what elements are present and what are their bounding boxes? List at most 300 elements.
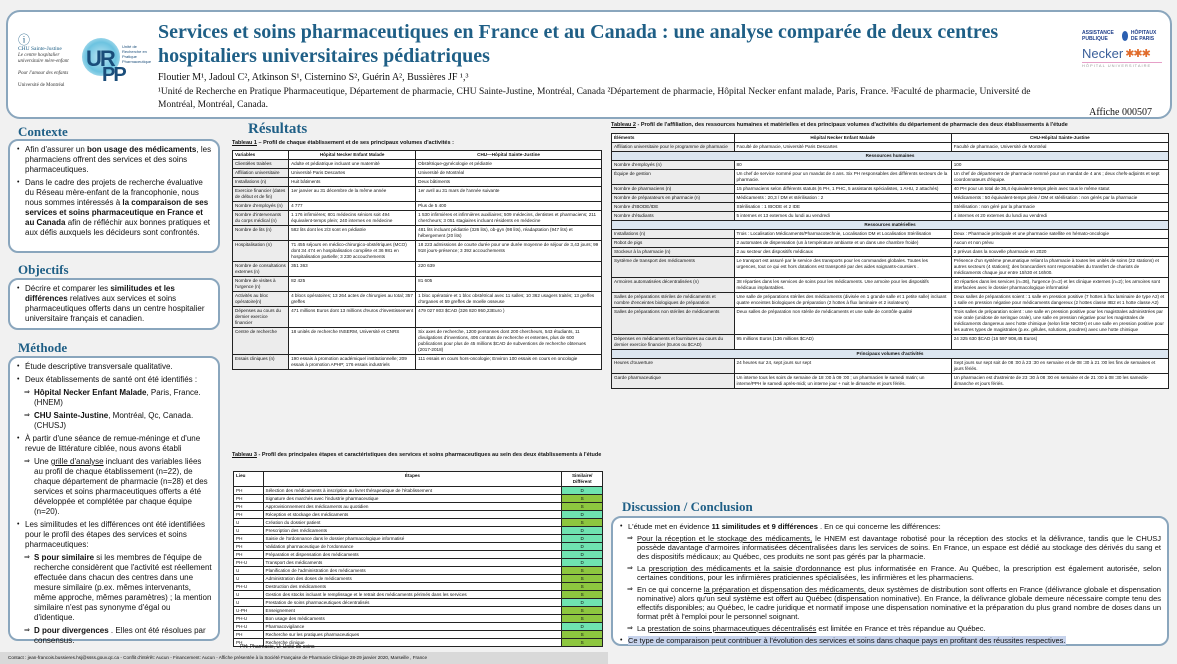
etape-cell: Création du dossier patient — [263, 519, 562, 527]
table-row — [612, 257, 1169, 278]
table-row — [612, 308, 1169, 335]
sub-list-item — [16, 626, 212, 646]
table-cell: 1 bloc opératoire et 1 bloc obstétrical avec 11 salles; 10 362 usagers traités; 13 greffes d'organes et 59 greffes de moelle osseuse — [416, 292, 602, 307]
sub-list-item — [16, 388, 212, 408]
table-cell: 2 automates de dispensation (un à température ambiante et un dans une chambre froide) — [734, 239, 951, 248]
etape-cell: Sélection des médicaments à inscription au livret thérapeutique de l'établissement — [263, 487, 562, 495]
row-label: Affiliation universitaire — [233, 169, 289, 178]
list-item — [619, 522, 1161, 531]
table-row — [233, 202, 602, 211]
text-lead: La — [637, 624, 648, 633]
text-underline: la préparation et dispensation des médicaments, — [703, 585, 866, 594]
necker-name: Necker — [1082, 46, 1124, 61]
row-label: Affiliation universitaire pour le programme de pharmacie — [612, 143, 735, 152]
lieu-cell: U — [234, 527, 264, 535]
table-row — [234, 575, 603, 583]
etape-cell: Gestion des stocks incluant le remplissage et le retrait des médicaments périmés dans les services — [263, 591, 562, 599]
table-cell: 1er avril au 31 mars de l'année suivante — [416, 187, 602, 202]
row-label: Garde pharmaceutique — [612, 374, 735, 389]
objectifs-title: Objectifs — [18, 262, 69, 277]
text-bold: similitudes et les différences — [25, 284, 175, 303]
table2-header-row — [612, 134, 1169, 143]
different-badge: D — [562, 623, 603, 631]
row-label: Clientèles traitées — [233, 160, 289, 169]
chusj-motto: Pour l'amour des enfants — [18, 71, 69, 76]
etape-cell: Enseignement — [263, 607, 562, 615]
row-label: Dépenses en médicaments et fournitures au cours du dernier exercice financier (Euros ou $CAD) — [612, 335, 735, 350]
table-row — [233, 292, 602, 307]
table3 — [233, 471, 603, 647]
table-row — [612, 230, 1169, 239]
table-cell: Deux : Pharmacie principale et une pharmacie satellite en hémato-oncologie — [951, 230, 1168, 239]
table-row — [612, 239, 1169, 248]
text-post: , Montréal, Qc, Canada. (CHUSJ) — [34, 411, 194, 430]
table3-label: Tableau 3 — [232, 452, 257, 458]
text-body: le HNEM est davantage robotisé pour la réception des stocks et la délivrance, tandis que le CHUSJ possède davantage d'armoires informatisées décentralisées dans les services de soins. En France, un espace est dédié au stockage des dérivés du sang et des dispositifs médicaux; au Québec, ces produits ne sont pas gérés par la pharmacie. — [637, 534, 1162, 561]
lieu-cell: PH — [234, 551, 264, 559]
table-row — [612, 194, 1169, 203]
lieu-cell: U — [234, 575, 264, 583]
table-row — [233, 355, 602, 370]
logos-left — [18, 30, 152, 110]
table-cell: 71 455 séjours en médico-chirurgico-obstétriques (MCO) dont 34 474 en hospitalisation complète et 36 981 en hospitalisation partielle; 3 230 accouchements — [289, 241, 416, 262]
lieu-cell: U-PH — [234, 607, 264, 615]
etape-cell: Prescription des médicaments — [263, 527, 562, 535]
table-row — [234, 583, 603, 591]
row-label: Nombre de pharmaciens (n) — [612, 185, 735, 194]
table-cell: 38 réparties dans les services de soins pour les médicaments. Une armoire pour les dispositifs médicaux implantables. — [734, 278, 951, 293]
list-item — [16, 284, 212, 324]
etape-cell: Recherche clinique — [263, 639, 562, 647]
row-label: Heures d'ouverture — [612, 359, 735, 374]
table-cell: Deux salles de préparations soient : 1 salle en pression positive (7 hottes à flux laminaire de type A2) et 1 salle en pression négative pour médicaments dangereux (2 hottes classe IIB2 et 1 hotte classe A2) — [951, 293, 1168, 308]
lieu-cell: U — [234, 591, 264, 599]
table-cell: 220 639 — [416, 262, 602, 277]
table3-caption — [232, 450, 604, 460]
table-cell: 100 — [951, 161, 1168, 170]
row-label: Nombre d'employés (n) — [233, 202, 289, 211]
chusj-logo — [18, 34, 80, 89]
etape-cell: Préparation et dispensation des médicaments — [263, 551, 562, 559]
table-row — [612, 161, 1169, 170]
table2 — [611, 133, 1169, 389]
urpp-text: Unité de Recherche en Pratique Pharmaceutique — [122, 44, 152, 64]
table-cell: 4 777 — [289, 202, 416, 211]
etape-cell: Recherche sur les pratiques pharmaceutiques — [263, 631, 562, 639]
row-label: Essais cliniques (n) — [233, 355, 289, 370]
chusj-name: CHU Sainte-Justine — [18, 46, 62, 52]
table-cell: Un pharmacien est d'astreinte de 23 :30 à 08 :00 en semaine et de 21 :00 à 08 :30 les samedis-dimanche et jours fériés. — [951, 374, 1168, 389]
text-body: est plus informatisée en France. Au Québec, la prescription est également autorisée, selon certaines conditions, pour les infirmières praticiennes spécialisées, les infirmières et les pharmaciens. — [637, 564, 1161, 582]
chusj-tagline: Le centre hospitalier universitaire mère-enfant — [18, 53, 69, 64]
lieu-cell: PH — [234, 487, 264, 495]
text-pre: Une — [34, 457, 51, 466]
row-label: Activités au bloc opératoire(n) — [233, 292, 289, 307]
table-row — [233, 187, 602, 202]
poster-id: Affiche 000507 — [1089, 107, 1152, 118]
similar-badge: S — [562, 607, 603, 615]
table-row — [234, 519, 603, 527]
table-cell: Le transport est assuré par le service des transports pour les commandes globales. Toutes les urgences, tout ce qui est hors dotations est transporté par des aides soignants-coursiers . — [734, 257, 951, 278]
etape-cell: Transport des médicaments — [263, 559, 562, 567]
row-label: Salles de préparations non stériles de médicaments — [612, 308, 735, 335]
methode-list — [16, 362, 212, 646]
table-row — [612, 203, 1169, 212]
different-badge: D — [562, 543, 603, 551]
lieu-cell: PH — [234, 535, 264, 543]
different-badge: D — [562, 599, 603, 607]
column-header: CHU-Hôpital Sainte-Justine — [951, 134, 1168, 143]
column-header: Lieu — [234, 472, 264, 487]
lieu-cell: PH — [234, 495, 264, 503]
necker-figures-icon: ✱✱✱ — [1125, 48, 1150, 60]
etape-cell: Destruction des médicaments — [263, 583, 562, 591]
text-pre: Deux établissements de santé ont été identifiés : — [25, 375, 198, 384]
text-pre: Décrire et comparer les — [25, 284, 111, 293]
table-row — [234, 511, 603, 519]
text-lead: En ce qui concerne — [637, 585, 704, 594]
affiliations: ¹Unité de Recherche en Pratique Pharmaceutique, Département de pharmacie, CHU Sainte-Justine, Montréal, Canada ²Département de pharmacie, Hôpital Necker enfant malade, Paris, France. ³Faculté de pharmacie, Université de Montréal, Montréal, Canada. — [158, 87, 1031, 110]
text-post: , les pharmaciens offrent des services et des soins pharmaceutiques. — [25, 145, 212, 174]
table-cell: Stérilisation : non géré par la pharmacie — [951, 203, 1168, 212]
row-label: Nombre d'IBODE/IDE — [612, 203, 735, 212]
table-cell: Aucun et non prévu — [951, 239, 1168, 248]
table-row — [234, 551, 603, 559]
table-row — [233, 328, 602, 355]
table-cell: Un chef de service nommé pour un mandat de 4 ans. Six PH responsables des différents secteurs de la pharmacie. — [734, 170, 951, 185]
text-post: . Elles ont été résolues par consensus. — [34, 626, 206, 645]
column-header: Éléments — [612, 134, 735, 143]
column-header: Hôpital Necker Enfant Malade — [289, 151, 416, 160]
table-cell: Un interne tous les soirs de semaine de 18 :00 à 09 :00 ; un pharmacien le samedi matin; un interne/PPH le samedi après-midi; un interne jour + nuit le dimanche et jours fériés. — [734, 374, 951, 389]
row-label: Hospitalisation (n) — [233, 241, 289, 262]
table-row — [612, 359, 1169, 374]
table-cell: Médicaments : 50 équivalent-temps plein / DM et stérilisation : non gérés par la pharmacie — [951, 194, 1168, 203]
text-post: incluant des variables liées au profil de chaque établissement (n=22), de chaque département de pharmacie (n=28) et des services et soins pharmaceutiques offerts a été développée et complétée par chaque équipe (n=20). — [34, 457, 208, 516]
aphp-text-2: HÔPITAUX DE PARIS — [1130, 30, 1157, 42]
aphp-text-1: ASSISTANCE PUBLIQUE — [1082, 30, 1114, 42]
text-pre: Étude descriptive transversale qualitative. — [25, 362, 173, 371]
table-cell: 40 réparties dans les services (n=36), l'urgence (n=2) et les clinique externes (n=2); les armoires sont interfacées avec le dossier pharmacologique informatisé — [951, 278, 1168, 293]
row-label: Nombre de préparateurs en pharmacie (n) — [612, 194, 735, 203]
etape-cell: Bon usage des médicaments — [263, 615, 562, 623]
row-label: Robot de pigs — [612, 239, 735, 248]
table3-caption-text: - Profil des principales étapes et caractéristiques des services et soins pharmaceutiques au sein des deux établissements à l'étude — [256, 452, 602, 458]
table-cell: Stérilisation : 1 IBODE et 2 IDE — [734, 203, 951, 212]
table-cell: 111 essais en cours hors-oncologie; Environ 100 essais en cours en oncologie — [416, 355, 602, 370]
table-cell: Médicaments : 20,3 / DM et stérilisation : 2 — [734, 194, 951, 203]
table-cell: Université de Montréal — [416, 169, 602, 178]
section-row — [612, 350, 1169, 359]
table-cell: 481 lits incluant pédiatrie (326 lits), ob-gyn (98 lits), réadaptation (947 lits) et hébergement (20 lits) — [416, 226, 602, 241]
table-row — [612, 170, 1169, 185]
sub-list-item — [619, 624, 1161, 633]
row-label: Armoires automatisées décentralisées (n) — [612, 278, 735, 293]
table-row — [612, 293, 1169, 308]
lieu-cell: PH — [234, 631, 264, 639]
text-pre: Les similitudes et les différences ont été identifiées pour le profil des étapes des services et soins pharmaceutiques: — [25, 520, 205, 549]
urpp-letters-ur: UR — [86, 46, 114, 71]
table2-caption — [611, 122, 1068, 128]
etape-cell: Approvisionnement des médicaments au quotidien — [263, 503, 562, 511]
row-label: Nombre de consultations externes (n) — [233, 262, 289, 277]
table-row — [612, 248, 1169, 257]
lieu-cell: PH — [234, 503, 264, 511]
lieu-cell: PH — [234, 639, 264, 647]
list-item — [16, 145, 212, 175]
table-cell: 2 prévus dans la nouvelle pharmacie en 2020 — [951, 248, 1168, 257]
text-pre: L'étude met en évidence — [628, 522, 712, 531]
text-bold: 11 similitudes et 9 différences — [711, 522, 818, 531]
contexte-box — [8, 139, 220, 253]
table-cell: Présence d'un système pneumatique reliant la pharmacie à toutes les unités de soins (22 stations) et autres secteurs (4 stations); des brancardiers sont responsables du transfert de chariots de médicaments chaque jour entre 15h30 et 16h00. — [951, 257, 1168, 278]
similar-badge: S — [562, 591, 603, 599]
discussion-list — [619, 522, 1161, 645]
row-label: Centre de recherche — [233, 328, 289, 355]
table-cell: Une salle de préparations stériles des médicaments (divisée en 1 grande salle et 1 petite salle) incluant quatre enceintes biologiques de préparation (2 hottes à flux laminaire et 2 isolateurs) — [734, 293, 951, 308]
column-header: Similaire/ Différent — [562, 472, 603, 487]
text-underline: grille d'analyse — [50, 457, 104, 466]
chusj-mark-icon: ⓘ — [18, 33, 31, 47]
table1-label: Tableau 1 — [232, 140, 257, 146]
text-bold: Hôpital Necker Enfant Malade — [34, 388, 147, 397]
text-bold: bon usage des médicaments — [87, 145, 197, 154]
text-underline: prestation de soins pharmaceutiques décentralisés — [647, 624, 817, 633]
table-row — [234, 567, 603, 575]
lieu-cell: PH-U — [234, 559, 264, 567]
table-cell: 479 027 803 $CAD (326 820 950,23Euro ) — [416, 307, 602, 328]
table-cell: 582 lits dont les 2/3 sont en pédiatrie — [289, 226, 416, 241]
column-header: Variables — [233, 151, 289, 160]
table-row — [612, 143, 1169, 152]
column-header: CHU—Hôpital Sainte-Justine — [416, 151, 602, 160]
table-row — [233, 178, 602, 187]
table-row — [233, 307, 602, 328]
table2-body — [612, 143, 1169, 389]
table-row — [234, 623, 603, 631]
table-cell: Université Paris Descartes — [289, 169, 416, 178]
table-row — [233, 226, 602, 241]
text-lead: La — [637, 564, 649, 573]
udem-logo: Université de Montréal — [18, 83, 65, 88]
row-label: Installations (n) — [612, 230, 735, 239]
table-row — [234, 607, 603, 615]
similar-badge: S — [562, 583, 603, 591]
row-label: Exercice financier (dates de début et de fin) — [233, 187, 289, 202]
table-row — [234, 591, 603, 599]
poster-header — [6, 10, 1172, 119]
objectifs-list — [16, 284, 212, 324]
row-label: Nombre d'employés (n) — [612, 161, 735, 170]
table-cell: Deux bâtiments — [416, 178, 602, 187]
contexte-list — [16, 145, 212, 238]
row-label: Dépenses au cours du dernier exercice financier — [233, 307, 289, 328]
aphp-logo — [1082, 30, 1162, 42]
lieu-cell: U — [234, 599, 264, 607]
table-cell: 351 363 — [289, 262, 416, 277]
table-cell: 18 unités de recherche INSERM, Université et CNRS — [289, 328, 416, 355]
sub-list-item — [619, 534, 1161, 561]
table-row — [233, 169, 602, 178]
text-pre: Dans le cadre des projets de recherche évaluative du Réseau mère-enfant de la francophonie, nous nous sommes intéressés à — [25, 178, 203, 207]
row-label: Système de transport des médicaments — [612, 257, 735, 278]
table-row — [233, 211, 602, 226]
row-label: Installations (n) — [233, 178, 289, 187]
table1 — [232, 150, 602, 370]
list-item — [16, 434, 212, 454]
logos-right — [1082, 30, 1162, 68]
table-cell: 4 internes et 20 externes du lundi au vendredi — [951, 212, 1168, 221]
necker-logo — [1082, 46, 1162, 61]
table-row — [234, 543, 603, 551]
text-bold: S pour similaire — [34, 553, 95, 562]
table-cell: Faculté de pharmacie, Université de Montréal — [951, 143, 1168, 152]
etape-cell: Validation pharmaceutique de l'ordonnance — [263, 543, 562, 551]
etape-cell: Saisie de l'ordonnance dans le dossier pharmacologique informatisé — [263, 535, 562, 543]
text-underline: prescription des médicaments et la saisie d'ordonnance — [648, 564, 841, 573]
aphp-heart-icon — [1122, 31, 1128, 41]
objectifs-box — [8, 278, 220, 330]
table-cell: Six axes de recherche, 1200 personnes dont 200 chercheurs, 543 étudiants, 11 divulgations d'inventions, 406 contrats de recherche et ententes, plus de 600 publications pour plus de 45 millions $CAD de subventions de recherche obtenues (2017-2018) — [416, 328, 602, 355]
different-badge: D — [562, 551, 603, 559]
table-cell: 24 325 630 $CAD (16 597 908,45 Euros) — [951, 335, 1168, 350]
table3-legend: PH: Pharmacie, U: Unité de soins — [240, 644, 315, 650]
row-label: Stockeur à la pharmacie (n) — [612, 248, 735, 257]
table-cell: Deux salles de préparation non stérile de médicaments et une salle de contrôle qualité — [734, 308, 951, 335]
sub-list-item — [16, 411, 212, 431]
table3-body — [234, 487, 603, 647]
discussion-title: Discussion / Conclusion — [622, 499, 753, 514]
text-pre: À partir d'une séance de remue-méninge et d'une revue de littérature ciblée, nous avons établi — [25, 434, 201, 453]
table-cell: 1er janvier au 31 décembre de la même année — [289, 187, 416, 202]
row-label: Nombre de visites à l'urgence (n) — [233, 277, 289, 292]
similar-badge: S — [562, 519, 603, 527]
similar-badge: S — [562, 503, 603, 511]
text-bold: CHU Sainte-Justine — [34, 411, 109, 420]
text-bold: D pour divergences — [34, 626, 109, 635]
text-body: deux systèmes de distribution sont offerts en France (délivrance globale et dispensation nominative) alors qu'un seul système est offert au Québec (dispensation nominative). En France, la délivrance globale demeure nécessaire compte tenu des effectifs disponibles; au Québec, le cadre juridique et normatif impose une dispensation nominative et la préparation du plus grand nombre de doses dans un format prêt à l'emploi pour le personnel soignant. — [637, 585, 1161, 621]
methode-title: Méthode — [18, 340, 68, 355]
different-badge: D — [562, 535, 603, 543]
etape-cell: Pharmacovigilance — [263, 623, 562, 631]
text-pre: Afin d'assurer un — [25, 145, 88, 154]
table-row — [234, 503, 603, 511]
text-post: relatives aux services et soins pharmaceutiques offerts dans un centre hospitalier universitaire français et canadien. — [25, 294, 205, 323]
table-row — [234, 599, 603, 607]
similar-badge: S — [562, 615, 603, 623]
row-label: Nombre d'étudiants — [612, 212, 735, 221]
list-item — [16, 375, 212, 385]
lieu-cell: PH — [234, 511, 264, 519]
table-cell: Huit bâtiments — [289, 178, 416, 187]
table-row — [234, 559, 603, 567]
sub-list-item — [16, 457, 212, 517]
text-bold: la comparaison de ses services et soins pharmaceutique en France et au Canada — [25, 198, 209, 227]
urpp-logo — [82, 38, 152, 90]
list-item — [16, 178, 212, 238]
contexte-title: Contexte — [18, 124, 68, 139]
column-header: Hôpital Necker Enfant Malade — [734, 134, 951, 143]
etape-cell: Planification de l'administration des médicaments — [263, 567, 562, 575]
table-cell: 190 essais à promotion académique/ institutionnelle; 209 essais à promotion APHP; 176 essais industriels — [289, 355, 416, 370]
table-row — [233, 241, 602, 262]
sub-list-item — [619, 585, 1161, 621]
table-cell: 40 PH pour un total de 36,4 équivalent-temps plein avec tous le même statut — [951, 185, 1168, 194]
table-row — [612, 185, 1169, 194]
table-cell: 82 425 — [289, 277, 416, 292]
necker-subtitle: HÔPITAL UNIVERSITAIRE — [1082, 62, 1162, 68]
column-header: Étapes — [263, 472, 562, 487]
different-badge: D — [562, 487, 603, 495]
sub-list-item — [16, 553, 212, 623]
table-cell: Sept jours sur sept soit de 08 :00 à 23 :30 en semaine et de 08 :30 à 21 :00 les fins de semaines et jours fériés. — [951, 359, 1168, 374]
lieu-cell: PH-U — [234, 583, 264, 591]
methode-box — [8, 356, 220, 645]
table1-caption-text: – Profil de chaque établissement et de ses principaux volumes d'activités : — [256, 140, 454, 146]
resultats-title: Résultats — [248, 121, 308, 137]
etape-cell: Réception et stockage des médicaments — [263, 511, 562, 519]
similar-badge: S — [562, 639, 603, 647]
table-cell: 5 internes et 13 externes du lundi au vendredi — [734, 212, 951, 221]
discussion-box — [611, 516, 1169, 646]
table-row — [234, 527, 603, 535]
table-cell: 2 au secteur des dispositifs médicaux — [734, 248, 951, 257]
table-row — [612, 212, 1169, 221]
table2-caption-text: - Profil de l'affiliation, des ressources humaines et matérielles et des principaux volumes d'activités du département de pharmacie des deux établissements à l'étude — [635, 122, 1068, 128]
table-cell: 15 pharmaciens selon différents statuts (6 PH, 1 PHC, 5 assistants spécialistes, 1 AHU, 2 attachés) — [734, 185, 951, 194]
table-row — [612, 278, 1169, 293]
different-badge: D — [562, 527, 603, 535]
list-item — [16, 520, 212, 550]
table-row — [234, 631, 603, 639]
etape-cell: Administration des doses de médicaments — [263, 575, 562, 583]
table-cell: Faculté de pharmacie, Université Paris Descartes — [734, 143, 951, 152]
urpp-letters-pp: PP — [102, 64, 125, 86]
table-row — [233, 277, 602, 292]
table-row — [234, 615, 603, 623]
text-body: est limitée en France et très répandue au Québec. — [816, 624, 986, 633]
etape-cell: Prestation de soins pharmaceutiques décentralisés — [263, 599, 562, 607]
table-cell: 1 176 infirmières; 801 médecins séniors soit 494 équivalent-temps plein; 240 internes en médecine — [289, 211, 416, 226]
lieu-cell: PH — [234, 543, 264, 551]
table-cell: 80 — [734, 161, 951, 170]
table-row — [612, 374, 1169, 389]
table-cell: Trois : Localisation Médicaments/Pharmacotechnie, Localisation DM et Localisation Stérilisation — [734, 230, 951, 239]
poster-title: Services et soins pharmaceutiques en France et au Canada : une analyse comparée de deux centres hospitaliers universitaires pédiatriques — [158, 21, 999, 67]
table-cell: Trois salles de préparation soient : une salle en pression positive pour les magistrales administrées par voie orale (unidose de seringue orale), une salle en pression négative pour les magistrales de médicaments dangereux avec hotte chimique (selon liste NIOSH) et une salle en pression positive pour les autres types de magistrales (p.ex. gélules, solutions, poudres) avec une hotte chimique — [951, 308, 1168, 335]
lieu-cell: U — [234, 567, 264, 575]
table-cell: Obstétrique-gynécologie et pédiatrie — [416, 160, 602, 169]
sub-list-item — [619, 564, 1161, 582]
similar-badge: S — [562, 567, 603, 575]
table-row — [234, 535, 603, 543]
table-cell: 24 heures sur 24, sept jours sur sept — [734, 359, 951, 374]
section-row — [612, 152, 1169, 161]
text-post: , Paris, France. (HNEM) — [34, 388, 201, 407]
conclusion-item — [619, 636, 1161, 645]
table-cell: 18 223 admissions de courte durée pour une durée moyenne de séjour de 3,43 jours; 99 918 jours-présence; 3 392 accouchements — [416, 241, 602, 262]
row-label: Équipe de gestion — [612, 170, 735, 185]
text-post: si les membres de l'équipe de recherche considèrent que l'activité est réellement effectuée dans chacun des centres dans une mesure similaire (p.ex. mêmes intervenants, même approche, mêmes paramètres) ; la mention similaire n'est pas synonyme d'égal ou d'identique. — [34, 553, 212, 622]
table1-body — [233, 160, 602, 370]
row-label: Salles de préparations stériles de médicaments et nombre d'enceintes biologiques de préparation — [612, 293, 735, 308]
section-row — [612, 221, 1169, 230]
row-label: Nombre d'intervenants du corps médical (n) — [233, 211, 289, 226]
similar-badge: S — [562, 631, 603, 639]
table-cell: Plus de 5 400 — [416, 202, 602, 211]
different-badge: D — [562, 511, 603, 519]
table-cell: Adulte et pédiatrique incluant une maternité — [289, 160, 416, 169]
